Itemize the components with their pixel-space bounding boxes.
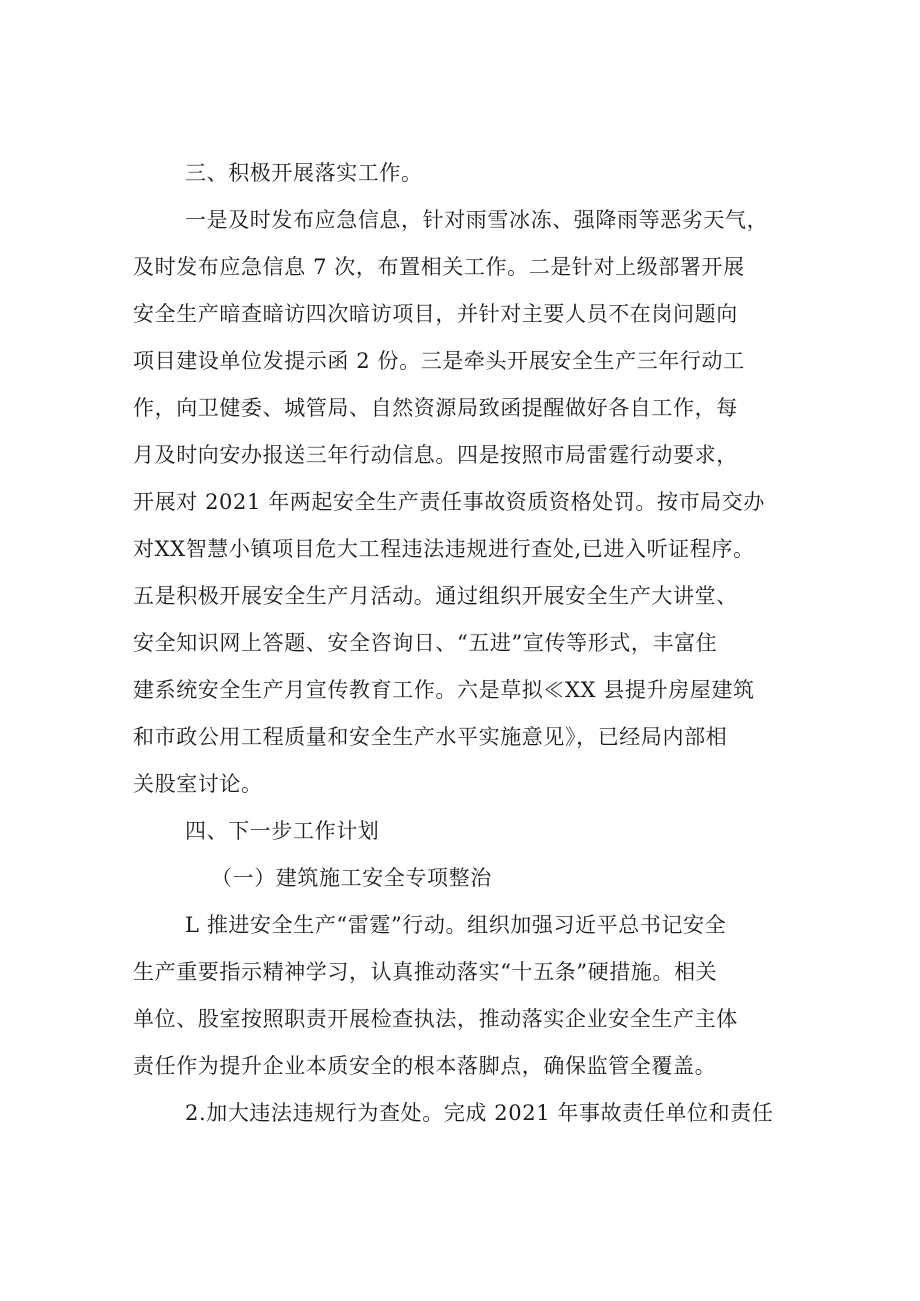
paragraph-line: 单位、股室按照职责开展检查执法，推动落实企业安全生产主体 — [133, 1007, 738, 1031]
paragraph-line: 和市政公用工程质量和安全生产水平实施意见》，已经局内部相 — [133, 725, 728, 749]
paragraph-line: 一是及时发布应急信息，针对雨雪冰冻、强降雨等恶劣天气， — [185, 208, 769, 232]
paragraph-line: 月及时向安办报送三年行动信息。四是按照市局雷霆行动要求， — [133, 443, 738, 467]
paragraph-line: 安全知识网上答题、安全咨询日、“五进”宣传等形式，丰富住 — [133, 631, 718, 655]
paragraph-line: 项目建设单位发提示函 2 份。三是牵头开展安全生产三年行动工 — [133, 349, 745, 373]
document-page — [133, 150, 793, 1137]
paragraph-line: 生产重要指示精神学习，认真推动落实“十五条”硬措施。相关 — [133, 960, 718, 984]
paragraph-line: 2.加大违法违规行为查处。完成 2021 年事故责任单位和责任 — [185, 1101, 774, 1125]
paragraph-section-3 — [133, 197, 793, 808]
paragraph-line: 五是积极开展安全生产月活动。通过组织开展安全生产大讲堂、 — [133, 584, 738, 608]
paragraph-line: 作，向卫健委、城管局、自然资源局致函提醒做好各自工作，每 — [133, 396, 738, 420]
paragraph-line: 关股室讨论。 — [133, 772, 263, 796]
subsection-heading-1: （一）建筑施工安全专项整治 — [211, 866, 492, 890]
paragraph-line: 及时发布应急信息 7 次，布置相关工作。二是针对上级部署开展 — [133, 255, 745, 279]
paragraph-line: 建系统安全生产月宣传教育工作。六是草拟≪XX 县提升房屋建筑 — [133, 678, 755, 702]
paragraph-line: L 推进安全生产“雷霆”行动。组织加强习近平总书记安全 — [185, 913, 727, 937]
list-item-1 — [133, 902, 793, 1090]
list-item-2 — [133, 1090, 793, 1137]
paragraph-line: 责任作为提升企业本质安全的根本落脚点，确保监管全覆盖。 — [133, 1054, 717, 1078]
paragraph-line: 安全生产暗查暗访四次暗访项目，并针对主要人员不在岗问题向 — [133, 302, 738, 326]
paragraph-line: 开展对 2021 年两起安全生产责任事故资质资格处罚。按市局交办 — [133, 490, 765, 514]
paragraph-line: 对XX智慧小镇项目危大工程违法违规进行查处,已进入听证程序。 — [133, 537, 755, 561]
section-heading-4: 四、下一步工作计划 — [185, 819, 380, 843]
section-heading-3: 三、积极开展落实工作。 — [185, 161, 423, 185]
